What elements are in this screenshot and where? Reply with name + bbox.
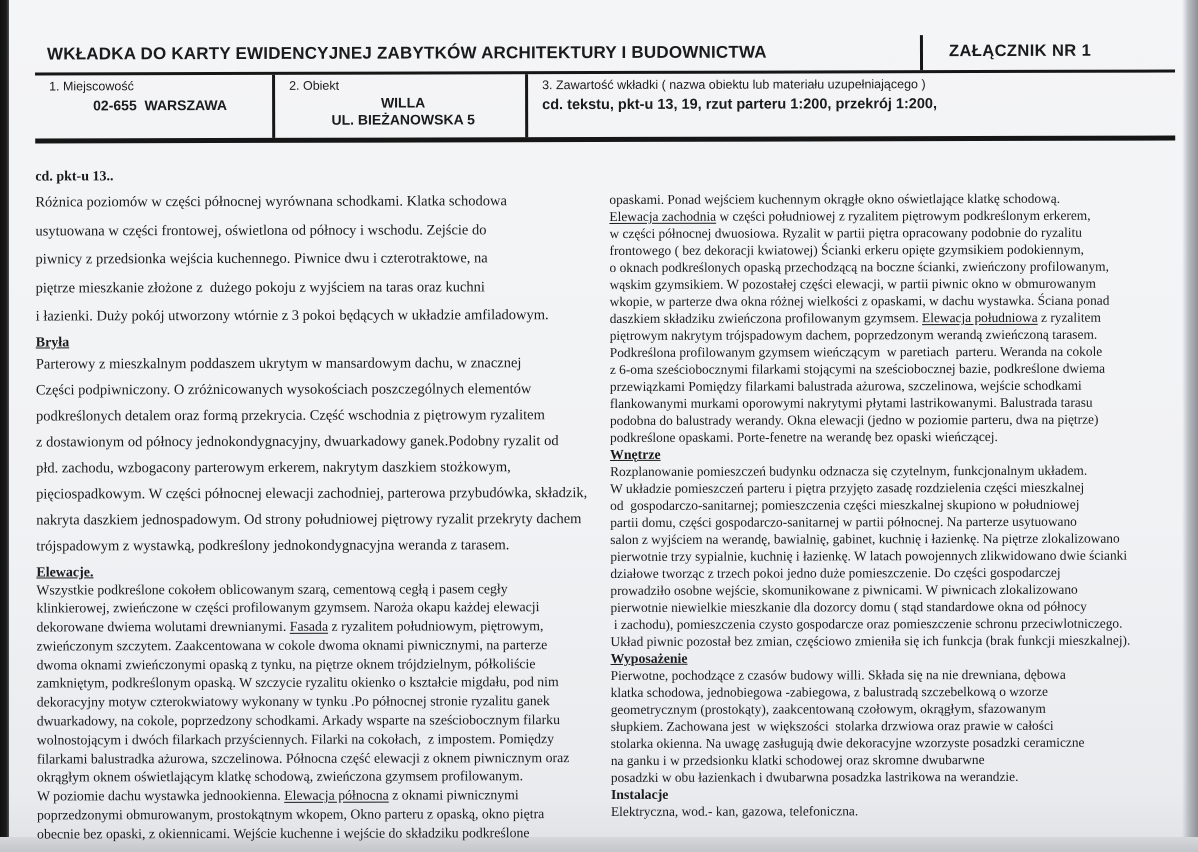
heading-cd-pkt-u-13: cd. pkt-u 13..	[35, 169, 114, 185]
heading-instalacje: Instalacje	[610, 786, 669, 802]
right-text-column	[609, 167, 1177, 843]
section-elewacje-continued-text: opaskami. Ponad wejściem kuchennym okrągłe okno oświetlające klatkę schodową. Elewacja zachodnia w części południowej z ryzalitem piętrowym podkreślonym erkerem, w części północnej dwuosiowa. Ryzalit w partii piętra opracowany podobnie do ryzalitu frontowego ( bez dekoracji kwiatowej) Ścianki erkeru opięte gzymsikiem podokiennym, o oknach podkreślonych opaską przechodzącą na boczne ścianki, zwieńczony profilowanym, wąskim gzymsikiem. W pozostałej części elewacji, w partii piwnic okno w obmurowanym wkopie, w parterze dwa okna różnej wielkości z opaskami, w dachu wystawka. Ściana ponad daszkiem składziku zwieńczona profilowanym gzymsem. Elewacja południowa z ryzalitem piętrowym nakrytym trójspadowym dachem, poprzedzonym werandą zwieńczoną tarasem. Podkreślona profilowanym gzymsem wieńczącym w paretiach parteru. Weranda na cokole z 6-oma sześciobocznymi filarkami stojącymi na sześciobocznej bazie, podkreślone dwiema przewiązkami Pomiędzy filarkami balustrada ażurowa, szczelinowa, wejście schodkami flankowanymi murkami oporowymi nakrytymi płytami lastrikowanymi. Balustrada tarasu podobna do balustrady werandy. Okna elewacji (jedno w poziomie parteru, dwa na piętrze) podkreślone opaskami. Porte-fenetre na werandę bez opaski wieńczącej.	[609, 190, 1110, 445]
section-bryla-text: Parterowy z mieszkalnym poddaszem ukrytym w mansardowym dachu, w znacznej Części podpiwniczony. O zróżnicowanych wysokościach poszczególnych elementów podkreślonych detalem oraz formą przekrycia. Część wschodnia z piętrowym ryzalitem z dostawionym od północy jednokondygnacyjny, dwuarkadowy ganek.Podobny ryzalit od płd. zachodu, wzbogacony parterowym erkerem, nakrytym daszkiem stożkowym, pięciospadkowym. W części północnej elewacji zachodniej, parterowa przybudówka, składzik, nakryta daszkiem jednospadowym. Od strony południowej piętrowy ryzalit przekryty dachem trójspadowym z wystawką, podkreślony jednokondygnacyjna weranda z tarasem.	[35, 354, 588, 554]
section-wnetrze-text: Rozplanowanie pomieszczeń budynku odznacza się czytelnym, funkcjonalnym układem. W układzie pomieszczeń parteru i piętra przyjęto zasadę rozdzielenia części mieszkalnej od gospodarczo-sanitarnej; pomieszczenia części mieszkalnej skupiono w południowej partii domu, części gospodarczo-sanitarnej w partii północnej. Na parterze usytuowano salon z wyjściem na werandę, bawialnię, gabinet, kuchnię i łazienkę. Na piętrze zlokalizowano pierwotnie trzy sypialnie, kuchnię i łazienkę. W latach powojennych zlikwidowano dwie ścianki działowe tworząc z trzech pokoi jedno duże pomieszczenie. Do części gospodarczej prowadziło osobne wejście, skomunikowane z piwnicami. W piwnicach zlokalizowano pierwotnie niewielkie mieszkanie dla dozorcy domu ( stąd standardowe okna od północy i zachodu), pomieszczenia czysto gospodarcze oraz pomieszczenie schronu przeciwlotniczego. Układ piwnic pozostał bez zmian, częściowo zmieniła się ich funkcja (brak funkcji mieszkalnej).	[610, 462, 1131, 649]
section-elewacje-text: Wszystkie podkreślone cokołem oblicowanym szarą, cementową cegłą i pasem cegły klinkierowej, zwieńczone w części profilowanym gzymsem. Naroża okapu każdej elewacji dekorowane dwiema wolutami drewnianymi. Fasada z ryzalitem południowym, piętrowym, zwieńczonym szczytem. Zaakcentowana w cokole dwoma oknami piwnicznymi, na parterze dwoma oknami zwieńczonymi opaską z tynku, na piętrze oknem trójdzielnym, półkoliście zamkniętym, podkreślonym opaską. W szczycie ryzalitu okienko o kształcie migdału, pod nim dekoracyjny motyw czterokwiatowy wykonany w tynku .Po północnej stronie ryzalitu ganek dwuarkadowy, na cokole, poprzedzony schodkami. Arkady wsparte na sześciobocznym filarku wolnostojącym i dwóch filarkach przyściennych. Filarki na cokołach, z impostem. Pomiędzy filarkami balustradka ażurowa, szczelinowa. Północna część elewacji z oknem piwnicznym oraz okrągłym oknem oświetlającym klatkę schodową, zwieńczona gzymsem profilowanym. W poziomie dachu wystawka jednookienna. Elewacja północna z oknami piwnicznymi poprzedzonymi obmurowanym, prostokątnym wkopem, Okno parteru z opaską, okno piętra obecnie bez opaski, z okiennicami. Wejście kuchenne i wejście do składziku podkreślone	[36, 580, 570, 842]
field-zawartosc-value: cd. tekstu, pkt-u 13, 19, rzut parteru 1:200, przekrój 1:200,	[542, 96, 938, 114]
document-title: WKŁADKA DO KARTY EWIDENCYJNEJ ZABYTKÓW ARCHITEKTURY I BUDOWNICTWA	[46, 42, 767, 64]
field-obiekt-value: WILLA UL. BIEŻANOWSKA 5	[331, 94, 475, 128]
field-obiekt-label: 2. Obiekt	[289, 78, 340, 93]
section-intro-text: Różnica poziomów w części północnej wyrównana schodkami. Klatka schodowa usytuowana w części frontowej, oświetlona od północy i wschodu. Zejście do piwnicy z przedsionka wejścia kuchennego. Piwnice dwu i czterotraktowe, na piętrze mieszkanie złożone z dużego pokoju z wyjściem na taras oraz kuchni i łazienki. Duży pokój utworzony wtórnie z 3 pokoi będących w układzie amfiladowym.	[35, 193, 549, 325]
form-title-row	[35, 35, 1175, 76]
heading-elewacje: Elewacje.	[36, 564, 94, 580]
section-wyposazenie-text: Pierwotne, pochodzące z czasów budowy willi. Składa się na nie drewniana, dębowa klatka schodowa, jednobiegowa -zabiegowa, z balustradą szczebelkową o wzorze geometrycznym (prostokąty), zaakcentowaną czołowym, okrągłym, sfazowanym słupkiem. Zachowana jest w większości stolarka drzwiowa oraz prawie w całości stolarka okienna. Na uwagę zasługują dwie dekoracyjne wzorzyste posadzki ceramiczne na ganku i w przedsionku klatki schodowej oraz skromne dwubarwne posadzki w obu łazienkach i dwubarwna posadzka lastrikowa na werandzie.	[610, 666, 1085, 785]
annex-label: ZAŁĄCZNIK NR 1	[920, 35, 1175, 71]
field-miejscowosc-label: 1. Miejscowość	[49, 79, 134, 94]
heading-wnetrze: Wnętrze	[610, 446, 661, 462]
section-instalacje-text: Elektryczna, wod.- kan, gazowa, telefoniczna.	[610, 803, 859, 819]
field-miejscowosc	[35, 75, 272, 139]
scan-edge-right	[1182, 0, 1198, 852]
heading-bryla: Bryła	[35, 334, 70, 350]
field-zawartosc-label: 3. Zawartość wkładki ( nazwa obiektu lub materiału uzupełniającego )	[542, 77, 926, 93]
field-obiekt	[272, 74, 528, 138]
field-zawartosc	[528, 73, 1175, 138]
document-content	[35, 35, 1177, 845]
form-header-table	[35, 35, 1175, 144]
field-miejscowosc-value: 02-655 WARSZAWA	[93, 96, 227, 114]
form-fields-row	[35, 73, 1175, 144]
scan-edge-left	[0, 0, 9, 852]
heading-wyposazenie: Wyposażenie	[610, 650, 688, 666]
left-text-column	[35, 168, 593, 844]
text-columns	[35, 167, 1177, 845]
